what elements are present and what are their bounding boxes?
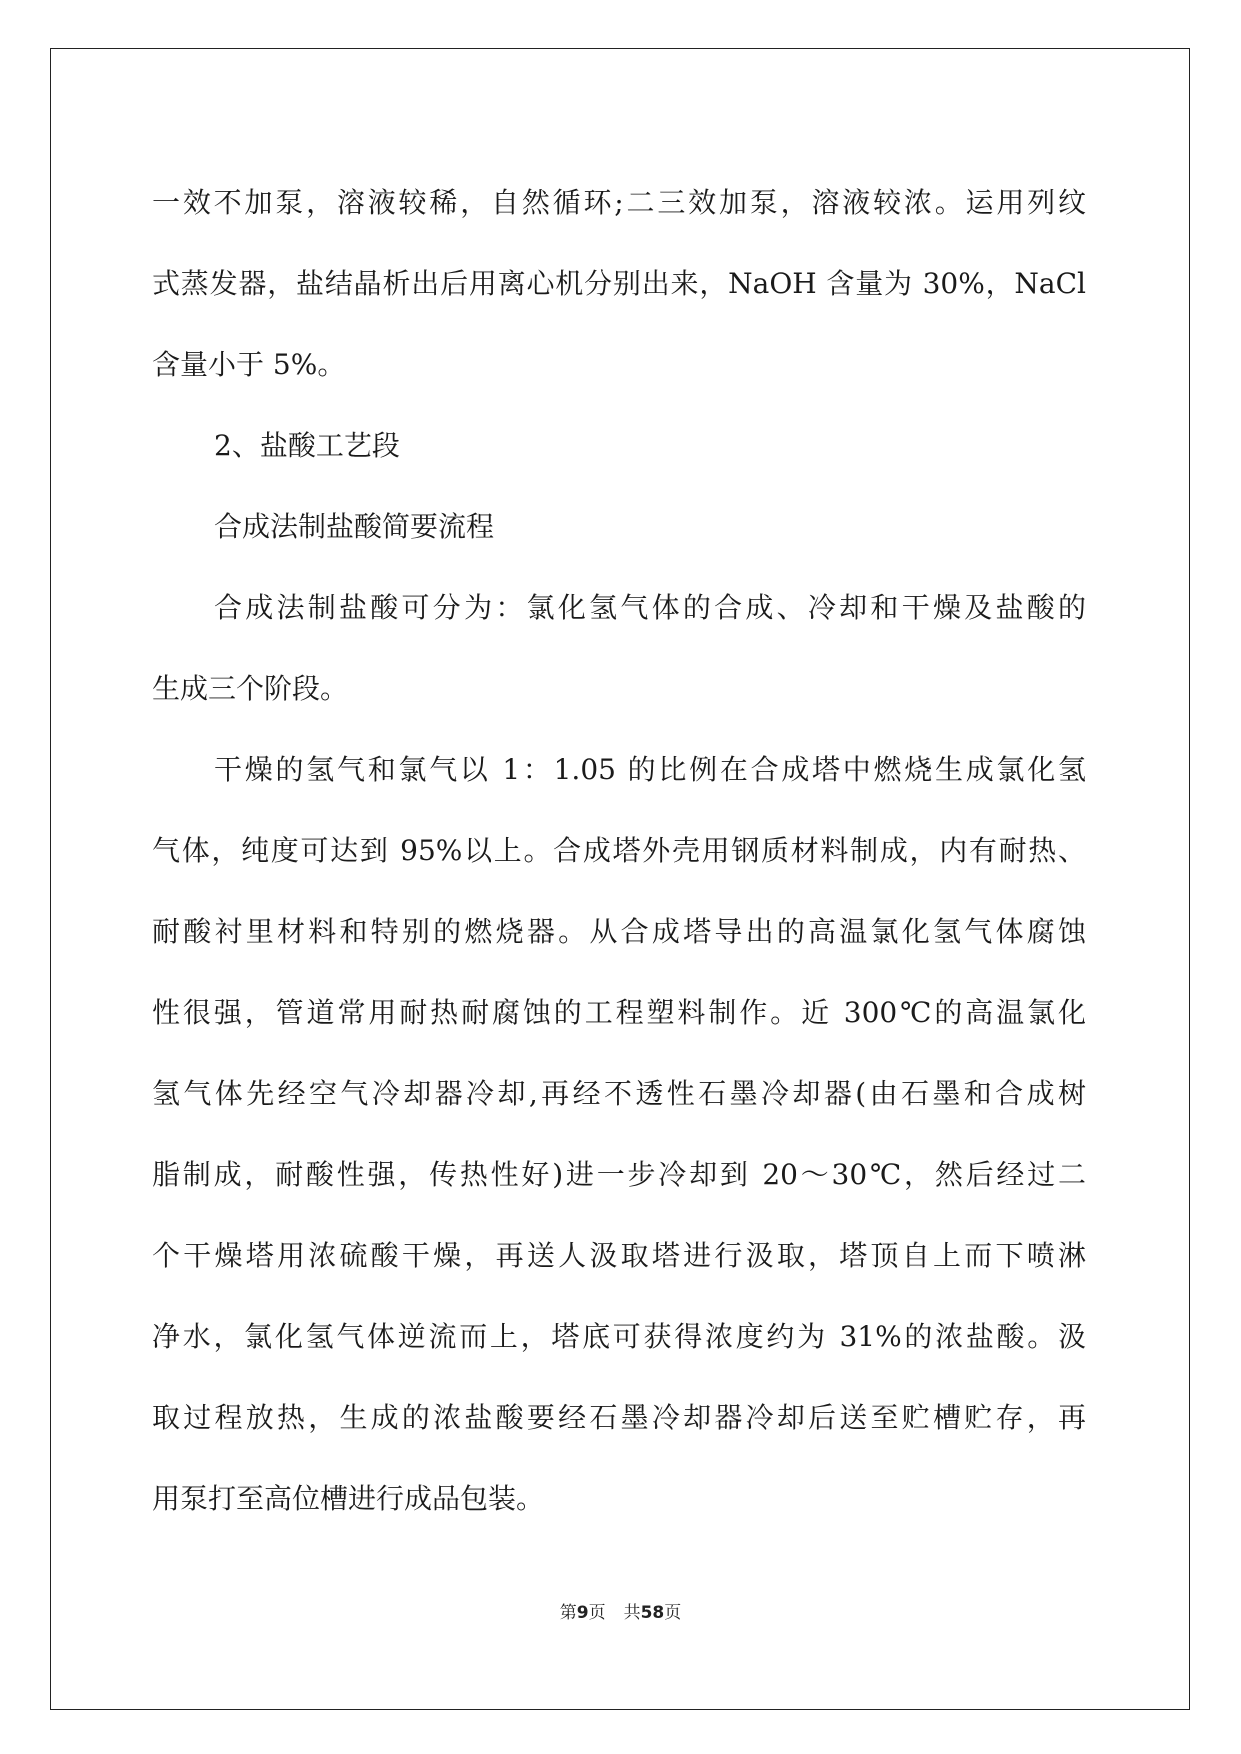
body-text xyxy=(152,162,1086,1539)
text-line: 用泵打至高位槽进行成品包装。 xyxy=(152,1482,545,1515)
text-line: 含量小于 5%。 xyxy=(152,348,346,381)
text-line: 合成法制盐酸可分为：氯化氢气体的合成、冷却和干燥及盐酸的 xyxy=(214,591,1086,624)
page-counter-prefix: 第 xyxy=(559,1603,577,1623)
page-counter xyxy=(0,1598,1241,1623)
total-unit: 页 xyxy=(664,1603,682,1623)
text-line: 净水，氯化氢气体逆流而上，塔底可获得浓度约为 31%的浓盐酸。汲 xyxy=(152,1320,1086,1353)
text-line: 气体，纯度可达到 95%以上。合成塔外壳用钢质材料制成，内有耐热、 xyxy=(152,834,1086,867)
total-prefix: 共 xyxy=(623,1603,641,1623)
total-pages-number: 58 xyxy=(640,1603,665,1623)
text-line: 耐酸衬里材料和特别的燃烧器。从合成塔导出的高温氯化氢气体腐蚀 xyxy=(152,915,1086,948)
text-line: 干燥的氢气和氯气以 1：1.05 的比例在合成塔中燃烧生成氯化氢 xyxy=(214,753,1086,786)
text-line: 脂制成，耐酸性强，传热性好)进一步冷却到 20～30℃，然后经过二 xyxy=(152,1158,1086,1191)
text-line: 个干燥塔用浓硫酸干燥，再送人汲取塔进行汲取，塔顶自上而下喷淋 xyxy=(152,1239,1086,1272)
text-line: 氢气体先经空气冷却器冷却,再经不透性石墨冷却器(由石墨和合成树 xyxy=(152,1077,1086,1110)
text-line: 一效不加泵，溶液较稀，自然循环;二三效加泵，溶液较浓。运用列纹 xyxy=(152,186,1086,219)
section-heading: 2、盐酸工艺段 xyxy=(214,429,400,462)
page-unit: 页 xyxy=(588,1603,606,1623)
text-line: 式蒸发器，盐结晶析出后用离心机分别出来，NaOH 含量为 30%，NaCl xyxy=(152,267,1086,300)
text-line: 性很强，管道常用耐热耐腐蚀的工程塑料制作。近 300℃的高温氯化 xyxy=(152,996,1086,1029)
text-line: 生成三个阶段。 xyxy=(152,672,349,705)
current-page-number: 9 xyxy=(576,1603,589,1623)
section-subheading: 合成法制盐酸简要流程 xyxy=(214,510,495,543)
text-line: 取过程放热，生成的浓盐酸要经石墨冷却器冷却后送至贮槽贮存，再 xyxy=(152,1401,1086,1434)
